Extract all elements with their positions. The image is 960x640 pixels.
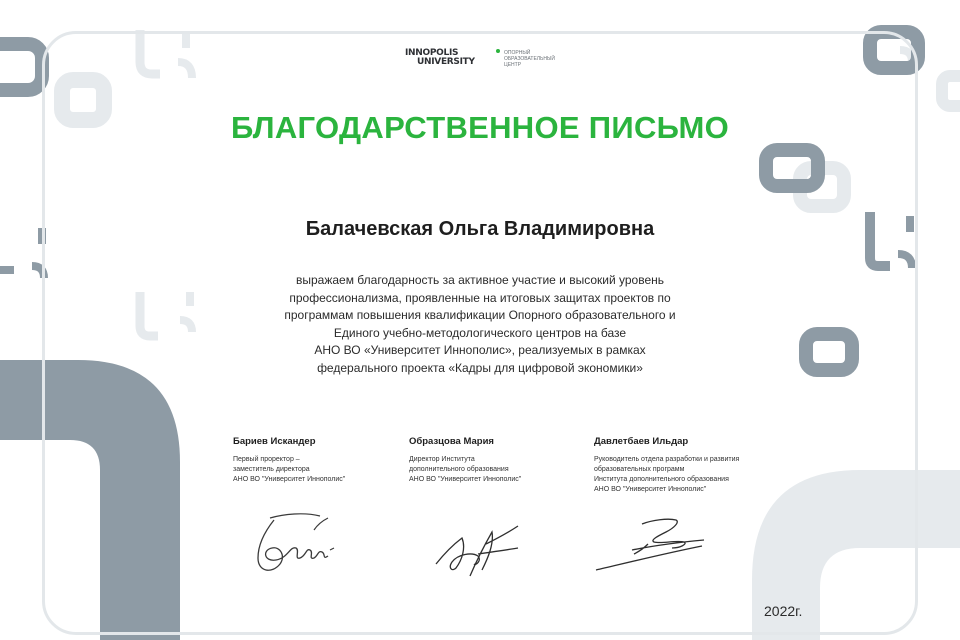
logo-sub-line: ОБРАЗОВАТЕЛЬНЫЙ: [504, 56, 555, 62]
signatory-1: [233, 436, 345, 485]
gratitude-text: [230, 272, 730, 378]
body-line: программам повышения квалификации Опорного образовательного и: [284, 308, 676, 323]
signature-2: [432, 514, 528, 590]
logo-line1: INNOPOLIS: [405, 48, 459, 58]
position-line: Директор Института: [409, 456, 475, 463]
signature-3: [592, 514, 712, 578]
document-title: БЛАГОДАРСТВЕННОЕ ПИСЬМО: [231, 110, 729, 145]
signatory-position: [594, 455, 739, 495]
university-logo: [400, 46, 570, 72]
position-line: Первый проректор –: [233, 456, 300, 463]
position-line: АНО ВО "Университет Иннополис": [233, 476, 346, 483]
body-line: АНО ВО «Университет Иннополис», реализуемых в рамках: [314, 343, 646, 358]
signatory-3: [594, 436, 739, 495]
recipient-name: Балачевская Ольга Владимировна: [305, 218, 655, 240]
year-label: 2022г.: [764, 603, 803, 619]
logo-sub-line: ЦЕНТР: [504, 62, 522, 68]
signatory-name: Давлетбаев Ильдар: [594, 436, 689, 447]
signatory-name: Образцова Мария: [409, 436, 494, 447]
body-line: профессионализма, проявленные на итоговых защитах проектов по: [289, 290, 671, 305]
position-line: АНО ВО "Университет Иннополис": [594, 486, 707, 493]
position-line: заместитель директора: [233, 466, 310, 473]
signatory-position: [233, 455, 345, 485]
logo-dot-icon: [496, 49, 500, 53]
signatory-position: [409, 455, 521, 485]
signatory-name: Бариев Искандер: [233, 436, 316, 447]
logo-sub-line: ОПОРНЫЙ: [504, 50, 531, 56]
body-line: федерального проекта «Кадры для цифровой экономики»: [317, 360, 643, 375]
signatory-2: [409, 436, 521, 485]
signature-1: [244, 510, 344, 582]
position-line: Руководитель отдела разработки и развития: [594, 456, 740, 463]
position-line: образовательных программ: [594, 466, 685, 473]
logo-wordmark: [405, 49, 475, 67]
position-line: дополнительного образования: [409, 466, 509, 473]
position-line: Института дополнительного образования: [594, 476, 729, 483]
logo-subtitle: [504, 50, 564, 68]
position-line: АНО ВО "Университет Иннополис": [409, 476, 522, 483]
body-line: выражаем благодарность за активное участие и высокий уровень: [296, 273, 664, 287]
logo-line2: UNIVERSITY: [417, 57, 475, 67]
body-line: Единого учебно-методологического центров на базе: [333, 325, 627, 340]
